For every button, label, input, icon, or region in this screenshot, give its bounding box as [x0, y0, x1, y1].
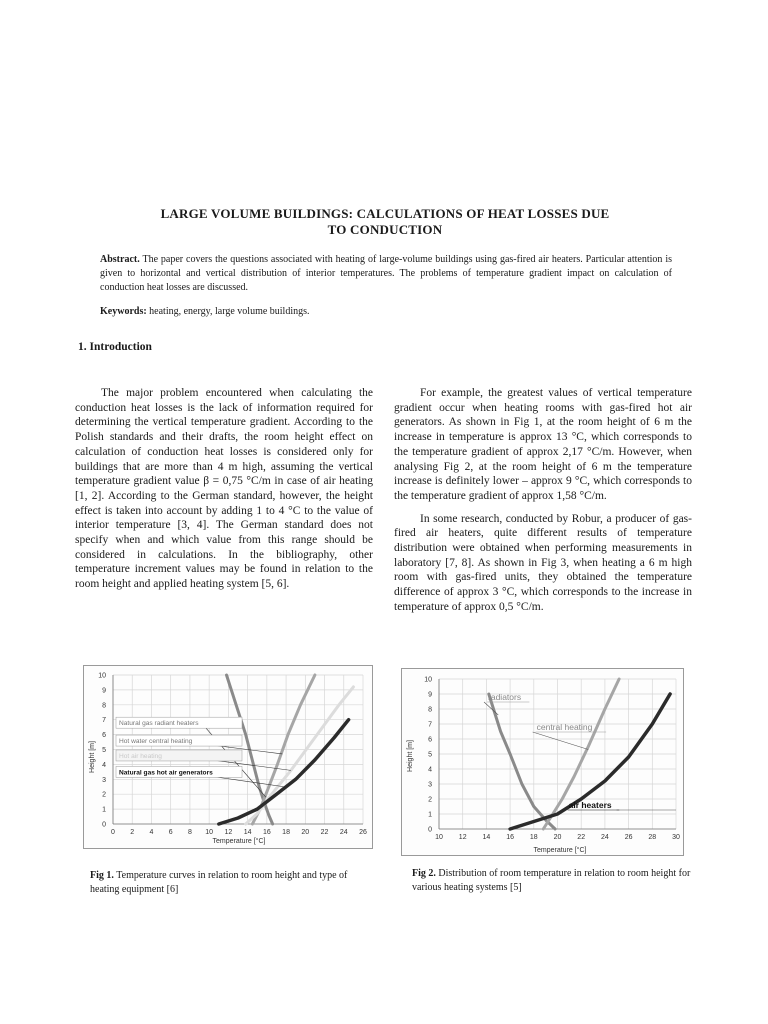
paragraph: In some research, conducted by Robur, a producer of gas-fired air heaters, quite different results of temperature distribution were obtained when performing measurements in laboratory [7, 8]. As shown in Fig 3, when heating a 6 m high room with gas-fired units, they obtained the temperature difference of approx 3 °C, which corresponds to the increase in temperature of approx 0,5 °C/m.	[394, 512, 692, 613]
x-tick-label: 22	[577, 834, 586, 841]
x-tick-label: 14	[482, 834, 491, 841]
y-tick-label: 3	[102, 776, 106, 784]
keywords-label: Keywords:	[100, 306, 147, 317]
x-tick-label: 10	[435, 834, 443, 841]
y-tick-label: 6	[428, 736, 432, 744]
y-tick-label: 1	[102, 806, 106, 814]
x-tick-label: 20	[301, 829, 310, 836]
figure-1-caption-label: Fig 1.	[90, 870, 114, 881]
x-tick-label: 22	[320, 829, 329, 836]
x-tick-label: 26	[359, 829, 367, 836]
y-tick-label: 10	[98, 672, 106, 680]
figure-2-chart	[401, 668, 684, 856]
x-tick-label: 2	[130, 829, 135, 836]
y-tick-label: 6	[102, 732, 106, 740]
x-tick-label: 8	[187, 829, 192, 836]
body-column-left	[75, 386, 373, 600]
y-tick-label: 5	[102, 747, 106, 754]
figure-2-frame	[402, 669, 684, 856]
section-heading: 1. Introduction	[78, 341, 152, 353]
y-tick-label: 1	[428, 811, 432, 819]
title-line-2: TO CONDUCTION	[327, 222, 443, 237]
x-tick-label: 24	[601, 834, 609, 841]
y-tick-label: 2	[428, 796, 432, 804]
figure-2-caption	[412, 867, 694, 895]
body-column-right	[394, 386, 692, 623]
y-tick-label: 8	[102, 702, 106, 710]
x-tick-label: 18	[529, 834, 538, 841]
x-tick-label: 24	[339, 829, 348, 836]
abstract-label: Abstract.	[100, 254, 140, 265]
y-tick-label: 7	[102, 717, 106, 725]
y-tick-label: 10	[424, 676, 432, 684]
y-tick-label: 4	[428, 766, 432, 774]
keywords-text: heating, energy, large volume buildings.	[149, 306, 310, 317]
legend-label: radiators	[488, 692, 522, 702]
x-tick-label: 18	[282, 829, 290, 836]
y-tick-label: 7	[428, 721, 432, 729]
x-tick-label: 26	[624, 834, 633, 841]
y-tick-label: 8	[428, 706, 432, 714]
x-tick-label: 12	[458, 834, 467, 841]
paragraph: For example, the greatest values of vertical temperature gradient occur when heating rooms with gas-fired hot air generators. As shown in Fig 1, at the room height of 6 m the increase in temperature is approx 13 °C, which corresponds to the temperature gradient of approx 2,17 °C/m. However, when analysing Fig 2, at the room height of 6 m the temperature increase is definitely lower – approx 9 °C, which corresponds to the temperature gradient of approx 1,58 °C/m.	[394, 387, 692, 502]
keywords	[100, 305, 672, 319]
figure-1-caption-text: Temperature curves in relation to room height and type of heating equipment [6]	[90, 870, 348, 895]
y-tick-label: 0	[102, 821, 106, 829]
x-tick-label: 30	[672, 834, 680, 841]
y-tick-label: 9	[102, 687, 106, 695]
x-tick-label: 12	[224, 829, 233, 836]
x-tick-label: 28	[648, 834, 657, 841]
x-axis-label: Temperature [°C]	[212, 838, 266, 845]
paper-title	[100, 206, 670, 238]
x-tick-label: 6	[168, 829, 173, 836]
title-line-1: LARGE VOLUME BUILDINGS: CALCULATIONS OF HEAT LOSSES DUE	[160, 206, 610, 221]
paragraph: The major problem encountered when calculating the conduction heat losses is the lack of information required for determining the vertical temperature gradient. According to the Polish standards and their drafts, the room height effect on calculation of conduction heat losses is considered only for buildings that are more than 4 m high, assuming the vertical temperature gradient value β = 0,75 °C/m in case of air heating [1, 2]. According to the German standard, however, the height effect is taken into account by adding 1 to 4 °C to the value of interior temperature [3, 4]. The German standard does not specify when and which value from this range should be considered in calculations. In the bibliography, other temperature increment values may be found in relation to the room height and applied heating system [5, 6].	[75, 387, 373, 591]
x-axis-label: Temperature [°C]	[533, 847, 587, 854]
y-tick-label: 2	[102, 791, 106, 799]
y-tick-label: 9	[428, 691, 432, 699]
y-tick-label: 4	[102, 761, 106, 769]
legend-label: air heaters	[568, 800, 612, 810]
legend-label: Natural gas hot air generators	[119, 769, 213, 777]
figure-1-chart	[83, 665, 373, 849]
abstract	[100, 253, 672, 295]
y-axis-label: Height [m]	[89, 741, 96, 773]
legend-label: Hot air heating	[119, 752, 162, 760]
legend-label: central heating	[536, 722, 593, 732]
y-axis-label: Height [m]	[407, 740, 414, 772]
y-tick-label: 0	[428, 826, 432, 834]
abstract-text: The paper covers the questions associated with heating of large-volume buildings using gas-fired air heaters. Particular attention is given to horizontal and vertical distribution of interior temperatures. The problems of temperature gradient impact on calculation of conduction heat losses are discussed.	[100, 254, 672, 293]
legend-label: Natural gas radiant heaters	[119, 720, 199, 728]
x-tick-label: 4	[149, 829, 154, 836]
legend-label: Hot water central heating	[119, 738, 193, 746]
y-tick-label: 3	[428, 781, 432, 789]
figure-2-caption-text: Distribution of room temperature in relation to room height for various heating systems [5]	[412, 868, 691, 893]
x-tick-label: 20	[553, 834, 562, 841]
figure-2-caption-label: Fig 2.	[412, 868, 436, 879]
x-tick-label: 16	[506, 834, 514, 841]
x-tick-label: 16	[262, 829, 271, 836]
x-tick-label: 0	[111, 829, 115, 836]
x-tick-label: 14	[243, 829, 252, 836]
x-tick-label: 10	[205, 829, 214, 836]
y-tick-label: 5	[428, 751, 432, 759]
figure-1-caption	[90, 869, 374, 897]
